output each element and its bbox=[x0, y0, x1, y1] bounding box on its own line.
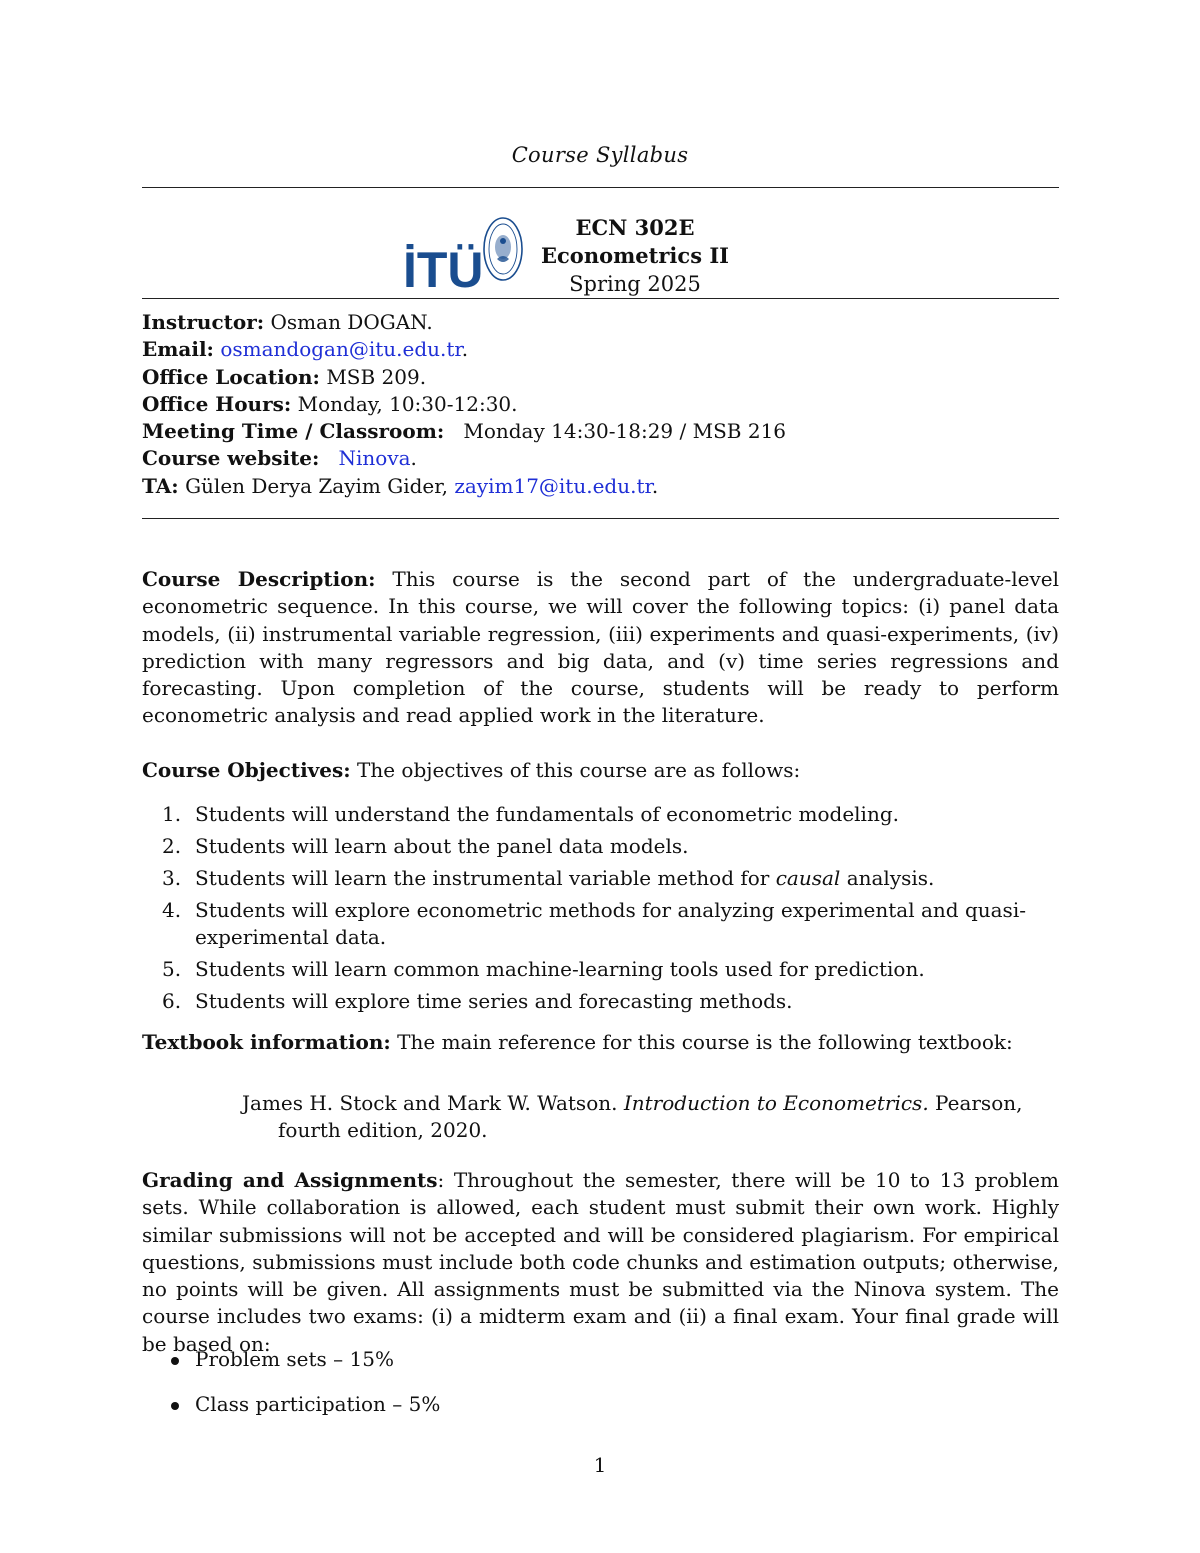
list-item-text: Students will explore econometric methods for analyzing experimental and quasi-experimental data. bbox=[195, 898, 1026, 949]
course-code: ECN 302E bbox=[575, 215, 695, 240]
objectives-heading bbox=[142, 757, 1059, 784]
textbook-heading bbox=[142, 1029, 1059, 1056]
course-term: Spring 2025 bbox=[569, 272, 701, 296]
textbook-reference bbox=[242, 1090, 1042, 1145]
list-item bbox=[142, 897, 1122, 951]
objectives-list bbox=[142, 801, 1122, 1020]
email-label: Email: bbox=[142, 337, 214, 362]
list-item bbox=[142, 801, 1122, 828]
grading-list bbox=[142, 1346, 1059, 1436]
instructor-value: Osman DOGAN. bbox=[270, 310, 433, 334]
page-number: 1 bbox=[593, 1453, 607, 1477]
textbook-publisher: Pearson, bbox=[935, 1091, 1023, 1115]
list-item-text: Students will understand the fundamentals of econometric modeling. bbox=[195, 802, 899, 826]
list-item bbox=[142, 865, 1122, 892]
list-item-text-post: analysis. bbox=[846, 866, 935, 890]
ta-label: TA: bbox=[142, 473, 179, 498]
meeting-value: Monday 14:30-18:29 / MSB 216 bbox=[463, 419, 787, 444]
office-hours-value: Monday, 10:30-12:30. bbox=[297, 391, 518, 416]
email-line: Email: osmandogan@itu.edu.tr. bbox=[142, 337, 469, 362]
list-item-text: Students will learn common machine-learning tools used for prediction. bbox=[195, 957, 925, 981]
office-hours-label: Office Hours: bbox=[142, 391, 292, 416]
office-location-value: MSB 209. bbox=[326, 364, 427, 389]
objectives-label: Course Objectives: bbox=[142, 758, 351, 782]
course-title: Econometrics II bbox=[541, 243, 729, 268]
description-label: Course Description: bbox=[142, 567, 376, 591]
textbook-intro: The main reference for this course is the following textbook: bbox=[397, 1030, 1013, 1054]
bullet-icon bbox=[171, 1402, 179, 1410]
textbook-label: Textbook information: bbox=[142, 1030, 391, 1054]
objectives-intro: The objectives of this course are as follows: bbox=[357, 758, 801, 782]
running-head: Course Syllabus bbox=[511, 143, 689, 167]
list-item-number: 3. bbox=[162, 866, 182, 890]
course-description bbox=[142, 566, 1059, 730]
instructor-line bbox=[142, 309, 786, 336]
office-location-label: Office Location: bbox=[142, 364, 320, 389]
list-item-text: Students will learn about the panel data models. bbox=[195, 834, 689, 858]
grading-label: Grading and Assignments bbox=[142, 1168, 438, 1192]
website-label: Course website: bbox=[142, 446, 320, 471]
list-item bbox=[142, 833, 1122, 860]
office-hours-line bbox=[142, 391, 786, 418]
header-rule-bottom bbox=[142, 518, 1059, 519]
course-info bbox=[142, 309, 786, 500]
list-item-number: 6. bbox=[162, 989, 182, 1013]
textbook-title: Introduction to Econometrics. bbox=[623, 1091, 929, 1115]
itu-logo bbox=[403, 213, 525, 293]
meeting-line bbox=[142, 418, 786, 445]
list-item-text: Problem sets – 15% bbox=[195, 1347, 394, 1371]
textbook-edition: fourth edition, 2020. bbox=[278, 1118, 488, 1143]
list-item-number: 1. bbox=[162, 802, 182, 826]
list-item-text: Class participation – 5% bbox=[195, 1392, 441, 1416]
header-rule-top bbox=[142, 187, 1059, 188]
description-text: This course is the second part of the undergraduate-level econometric sequence. In this course, we will cover the following topics: (i) panel data models, (ii) instrumental variable regression, (iii) experiments and quasi-experiments, (iv) prediction with many regressors and big data, and (v) time series regressions and forecasting. Upon completion of the course, students will be ready to perform econometric analysis and read applied work in the literature. bbox=[142, 567, 1060, 728]
course-heading bbox=[530, 214, 740, 298]
header-rule-middle bbox=[142, 298, 1059, 299]
instructor-label: Instructor: bbox=[142, 310, 265, 334]
meeting-label: Meeting Time / Classroom: bbox=[142, 419, 445, 444]
list-item bbox=[142, 1346, 1059, 1373]
grading-text: Throughout the semester, there will be 10 to 13 problem sets. While collaboration is allowed, each student must submit their own work. Highly similar submissions will not be accepted and will be considered plagiarism. For empirical questions, submissions must include both code chunks and estimation outputs; otherwise, no points will be given. All assignments must be submitted via the Ninova system. The course includes two exams: (i) a midterm exam and (ii) a final exam. Your final grade will be based on: bbox=[142, 1168, 1059, 1356]
list-item bbox=[142, 1391, 1059, 1418]
list-item-text-pre: Students will learn the instrumental variable method for bbox=[195, 866, 770, 890]
ta-line: TA: Gülen Derya Zayim Gider, zayim17@itu.edu.tr. bbox=[142, 473, 659, 498]
list-item bbox=[142, 956, 1122, 983]
website-link[interactable]: Ninova bbox=[338, 446, 411, 471]
list-item-number: 5. bbox=[162, 957, 182, 981]
ta-email-link[interactable]: zayim17@itu.edu.tr bbox=[454, 473, 652, 498]
bullet-icon bbox=[171, 1357, 179, 1365]
list-item bbox=[142, 988, 1122, 1015]
email-link[interactable]: osmandogan@itu.edu.tr bbox=[220, 337, 462, 362]
list-item-number: 4. bbox=[162, 898, 182, 922]
grading-section: Grading and Assignments: Throughout the semester, there will be 10 to 13 problem sets. While collaboration is allowed, each student must submit their own work. Highly similar submissions will not be accepted and will be considered plagiarism. For empirical questions, submissions must include both code chunks and estimation outputs; otherwise, no points will be given. All assignments must be submitted via the Ninova system. The course includes two exams: (i) a midterm exam and (ii) a final exam. Your final grade will be based on: bbox=[142, 1168, 1059, 1356]
list-item-text: Students will explore time series and forecasting methods. bbox=[195, 989, 793, 1013]
list-item-emphasis: causal bbox=[775, 866, 841, 890]
textbook-authors: James H. Stock and Mark W. Watson. bbox=[242, 1091, 618, 1115]
website-line: Course website: Ninova. bbox=[142, 446, 417, 471]
office-location-line bbox=[142, 364, 786, 391]
itu-wordmark: İTÜ bbox=[403, 242, 484, 293]
list-item-number: 2. bbox=[162, 834, 182, 858]
ta-name: Gülen Derya Zayim Gider, bbox=[185, 473, 448, 498]
itu-seal-icon bbox=[484, 218, 522, 280]
